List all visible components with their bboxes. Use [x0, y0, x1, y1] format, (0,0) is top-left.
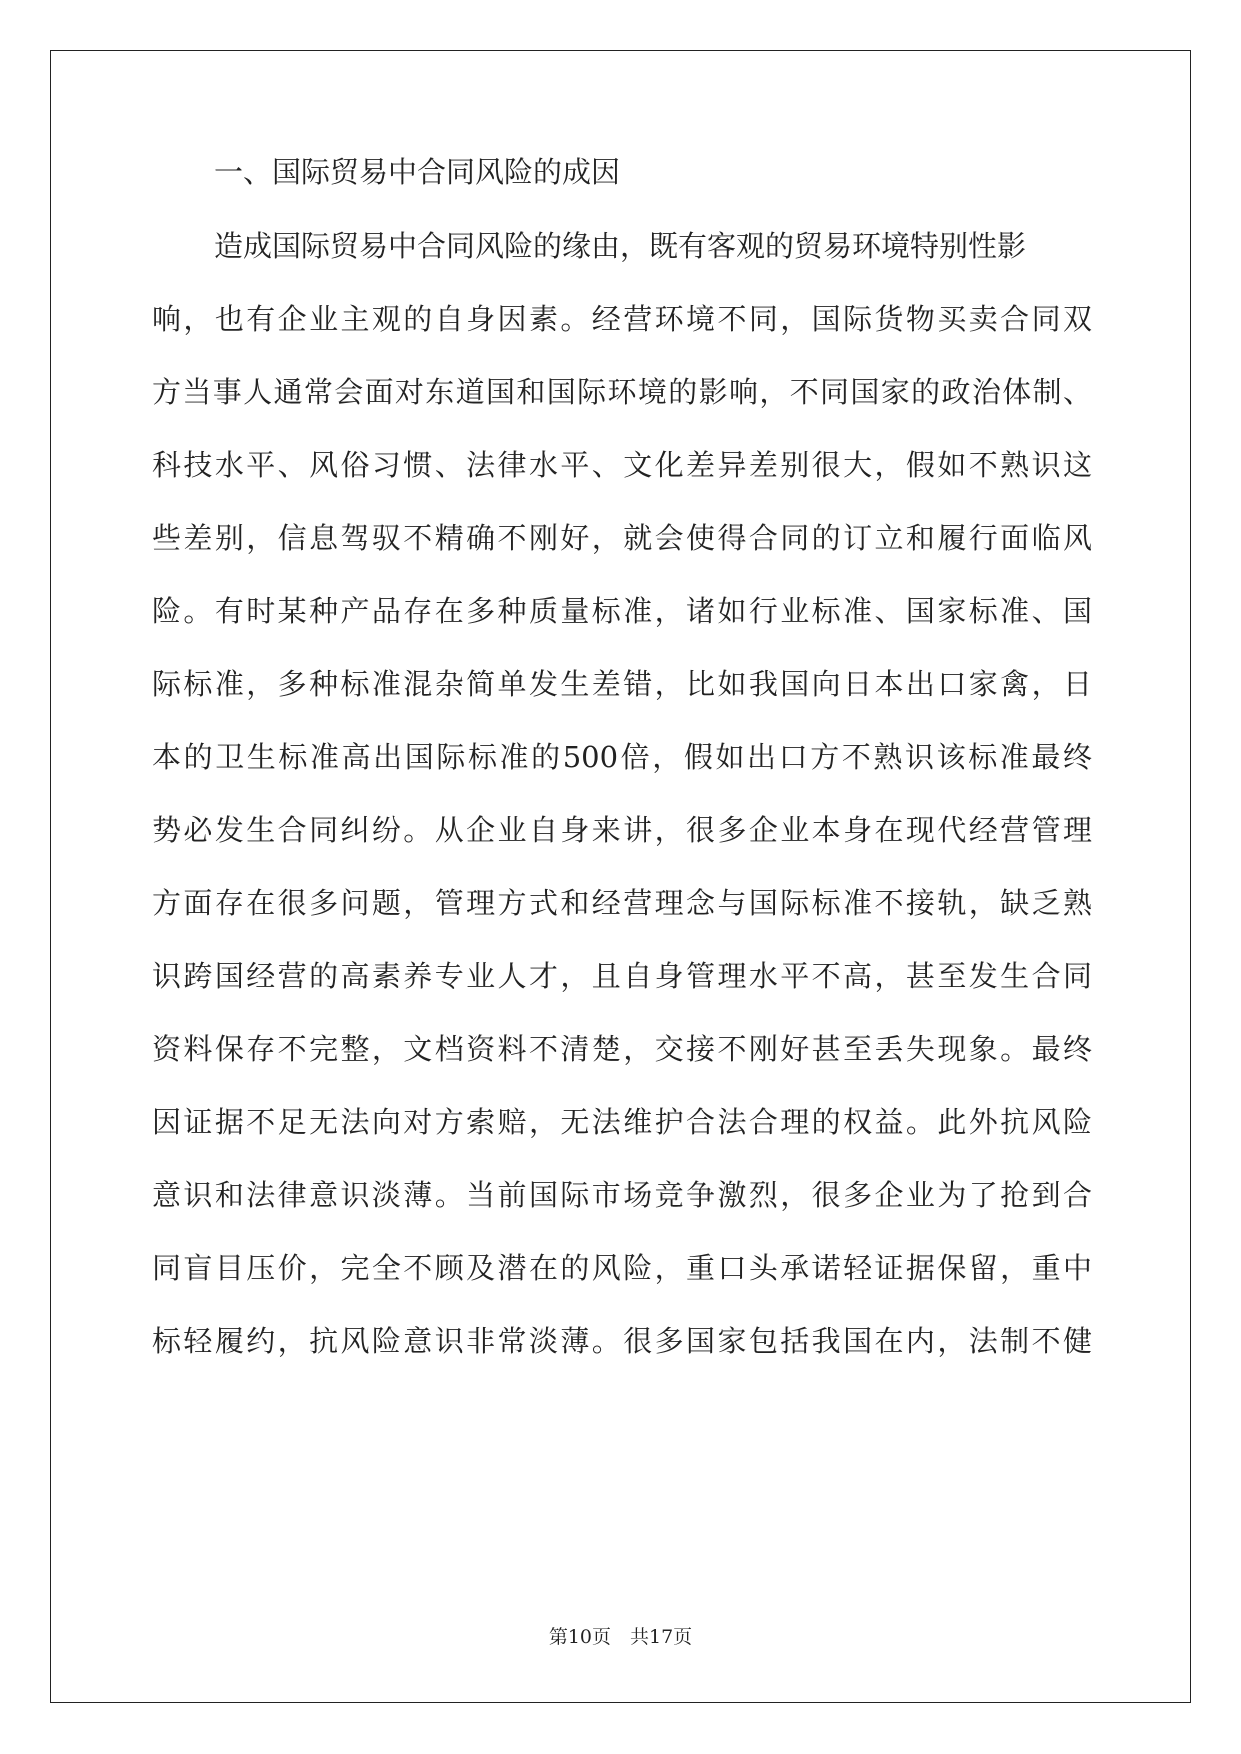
- paragraph-line-9: 势必发生合同纠纷。从企业自身来讲，很多企业本身在现代经营管理: [152, 813, 1092, 847]
- paragraph-line-3: 方当事人通常会面对东道国和国际环境的影响，不同国家的政治体制、: [152, 375, 1092, 409]
- paragraph-line-11: 识跨国经营的高素养专业人才，且自身管理水平不高，甚至发生合同: [152, 959, 1092, 993]
- paragraph-line-1: 造成国际贸易中合同风险的缘由，既有客观的贸易环境特别性影: [214, 229, 1027, 263]
- paragraph-line-12: 资料保存不完整，文档资料不清楚，交接不刚好甚至丢失现象。最终: [152, 1032, 1092, 1066]
- paragraph-line-4: 科技水平、风俗习惯、法律水平、文化差异差别很大，假如不熟识这: [152, 448, 1092, 482]
- paragraph-line-2: 响，也有企业主观的自身因素。经营环境不同，国际货物买卖合同双: [152, 302, 1092, 336]
- page-border: [50, 50, 1191, 1703]
- paragraph-line-10: 方面存在很多问题，管理方式和经营理念与国际标准不接轨，缺乏熟: [152, 886, 1092, 920]
- paragraph-line-5: 些差别，信息驾驭不精确不刚好，就会使得合同的订立和履行面临风: [152, 521, 1092, 555]
- section-heading: 一、国际贸易中合同风险的成因: [214, 155, 621, 189]
- page-number-footer: 第10页 共17页: [548, 1626, 693, 1648]
- paragraph-line-14: 意识和法律意识淡薄。当前国际市场竞争激烈，很多企业为了抢到合: [152, 1178, 1092, 1212]
- paragraph-line-15: 同盲目压价，完全不顾及潜在的风险，重口头承诺轻证据保留，重中: [152, 1251, 1092, 1285]
- paragraph-line-7: 际标准，多种标准混杂简单发生差错，比如我国向日本出口家禽，日: [152, 667, 1092, 701]
- paragraph-line-13: 因证据不足无法向对方索赔，无法维护合法合理的权益。此外抗风险: [152, 1105, 1092, 1139]
- paragraph-line-8: 本的卫生标准高出国际标准的500倍，假如出口方不熟识该标准最终: [152, 740, 1092, 774]
- paragraph-line-6: 险。有时某种产品存在多种质量标准，诸如行业标准、国家标准、国: [152, 594, 1092, 628]
- paragraph-line-16: 标轻履约，抗风险意识非常淡薄。很多国家包括我国在内，法制不健: [152, 1324, 1092, 1358]
